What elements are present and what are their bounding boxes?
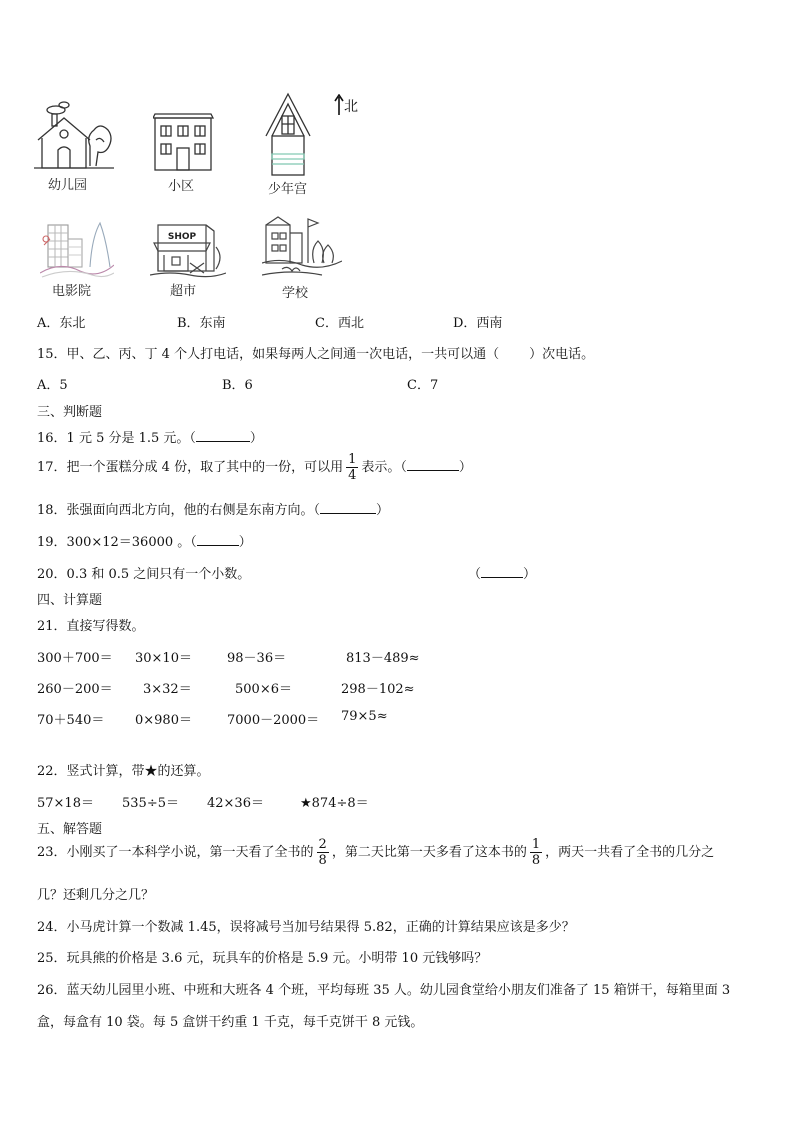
calc-item: 260－200＝	[37, 682, 113, 697]
question-26-line1: 26．蓝天幼儿园里小班、中班和大班各 4 个班，平均每班 35 人。幼儿园食堂给小朋友们准备了 15 箱饼干，每箱里面 3	[37, 983, 731, 998]
school-picture	[262, 213, 342, 281]
question-18: 18．张强面向西北方向，他的右侧是东南方向。（ ）	[37, 503, 390, 518]
question-17: 17．把一个蛋糕分成 4 份，取了其中的一份，可以用 $\frac{1}{4}$ 表示。（ ）	[37, 452, 472, 483]
question-26-line2: 盒，每盒有 10 袋。每 5 盒饼干约重 1 千克，每千克饼干 8 元钱。	[37, 1015, 424, 1030]
calc-item: ★874÷8＝	[300, 796, 369, 811]
supermarket-picture	[150, 217, 226, 279]
question-19: 19．300×12＝36000 。（ ）	[37, 535, 252, 550]
calc-item: 7000－2000＝	[227, 713, 320, 728]
calc-item: 30×10＝	[135, 651, 192, 666]
calc-item: 535÷5＝	[122, 796, 179, 811]
fraction-one-eighth: $\frac{1}{8}$	[531, 837, 541, 868]
place-label-school: 学校	[282, 286, 309, 301]
section-4-title: 四、计算题	[37, 593, 103, 608]
q14-option-d: D．西南	[453, 316, 503, 331]
fraction-two-eighths: $\frac{2}{8}$	[318, 837, 327, 868]
calc-item: 300＋700＝	[37, 651, 113, 666]
q14-option-a: A．东北	[37, 316, 86, 331]
answer-blank[interactable]	[196, 429, 250, 442]
residential-picture	[153, 112, 215, 172]
q14-option-b: B．东南	[177, 316, 226, 331]
place-label-kindergarten: 幼儿园	[48, 178, 88, 193]
q15-option-c: C．7	[407, 378, 439, 393]
calc-item: 79×5≈	[341, 709, 388, 724]
calc-item: 813－489≈	[346, 651, 420, 666]
question-23-line2: 几？还剩几分之几？	[37, 888, 155, 903]
place-label-residential: 小区	[168, 179, 195, 194]
section-3-title: 三、判断题	[37, 405, 103, 420]
question-22-title: 22．竖式计算，带★的还算。	[37, 764, 210, 779]
question-23: 23．小刚买了一本科学小说，第一天看了全书的 $\frac{2}{8}$ ，第二天比第一天多看了这本书的 $\frac{1}{8}$ ，两天一共看了全书的几分之	[37, 837, 715, 868]
q14-option-c: C．西北	[315, 316, 364, 331]
calc-item: 98－36＝	[227, 651, 287, 666]
north-label: 北	[344, 99, 358, 115]
shop-sign-text: SHOP	[167, 232, 197, 242]
calc-item: 57×18＝	[37, 796, 94, 811]
question-15: 15．甲、乙、丙、丁 4 个人打电话，如果每两人之间通一次电话，一共可以通（ ）次电话。	[37, 347, 595, 362]
place-label-supermarket: 超市	[170, 284, 197, 299]
q15-option-b: B．6	[222, 378, 253, 393]
q15-option-a: A．5	[37, 378, 68, 393]
cinema-picture	[40, 217, 114, 279]
calc-item: 500×6＝	[235, 682, 292, 697]
kindergarten-picture	[34, 100, 114, 170]
calc-item: 0×980＝	[135, 713, 192, 728]
question-16: 16．1 元 5 分是 1.5 元。（ ）	[37, 431, 263, 446]
youth-palace-picture	[262, 92, 314, 177]
north-arrow-icon	[334, 94, 344, 116]
fraction-one-quarter: $\frac{1}{4}$	[348, 452, 357, 483]
answer-blank[interactable]	[481, 565, 523, 578]
answer-blank[interactable]	[320, 501, 376, 514]
question-24: 24．小马虎计算一个数减 1.45，误将减号当加号结果得 5.82，正确的计算结果应该是多少？	[37, 920, 575, 935]
calc-item: 298－102≈	[341, 682, 415, 697]
calc-item: 3×32＝	[143, 682, 192, 697]
place-label-youth-palace: 少年宫	[268, 182, 308, 197]
answer-blank[interactable]	[407, 458, 459, 471]
place-label-cinema: 电影院	[52, 284, 92, 299]
question-21-title: 21．直接写得数。	[37, 619, 145, 634]
question-25: 25．玩具熊的价格是 3.6 元，玩具车的价格是 5.9 元。小明带 10 元钱够吗？	[37, 951, 488, 966]
question-20: 20．0.3 和 0.5 之间只有一个小数。	[37, 567, 251, 582]
answer-blank[interactable]	[197, 533, 239, 546]
question-20-answer: （ ）	[468, 567, 537, 582]
section-5-title: 五、解答题	[37, 822, 103, 837]
calc-item: 42×36＝	[207, 796, 264, 811]
calc-item: 70＋540＝	[37, 713, 105, 728]
